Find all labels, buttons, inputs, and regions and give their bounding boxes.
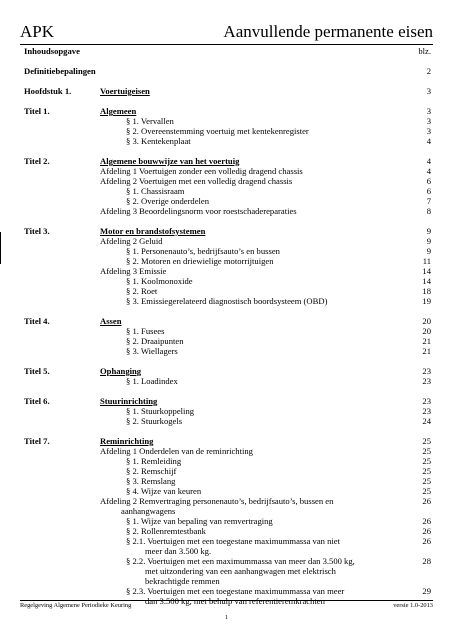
toc-spacer [24,356,431,366]
toc-page-number: 4 [426,136,431,146]
toc-page-number: 3 [426,116,431,126]
toc-row [24,336,431,346]
toc-page-number: 6 [426,186,431,196]
toc-page-number: 11 [422,256,431,266]
toc-page-number: 26 [422,516,431,526]
toc-page-number: 26 [422,536,431,546]
footer-divider [20,600,433,601]
toc-page-number: 3 [426,86,431,96]
toc-page-number: 25 [422,476,431,486]
toc-row [24,566,431,576]
footer-version: versie 1.0-2013 [393,602,433,609]
toc-row [24,226,431,236]
toc-row [24,366,431,376]
toc-page-number: 9 [426,246,431,256]
toc-label: Inhoudsopgave [24,46,80,56]
toc-page-number: 2 [426,66,431,76]
toc-title: dan 3.500 kg, met behulp van referentieremkrachten [145,596,325,606]
toc-page-number: 4 [426,166,431,176]
toc-title: Algemene bouwwijze van het voertuig [100,156,240,166]
toc-title: § 1. Fusees [126,326,165,336]
toc-title: § 2. Stuurkogels [126,416,183,426]
toc-title: Ophanging [100,366,142,376]
toc-title: § 2.3. Voertuigen met een toegestane maximummassa van meer [126,586,345,596]
toc-spacer [24,426,431,436]
toc-row [24,396,431,406]
toc-row [24,156,431,166]
toc-spacer [24,216,431,226]
toc-page-number: 23 [422,376,431,386]
toc-spacer [24,386,431,396]
toc-label: Titel 2. [24,156,50,166]
toc-title: Afdeling 2 Remvertraging personenauto’s, bedrijfsauto’s, bussen en [100,496,334,506]
toc-row [24,406,431,416]
toc-page-number: 6 [426,176,431,186]
toc-row [24,326,431,336]
toc-row [24,236,431,246]
toc-page-number: 21 [422,346,431,356]
toc-row [24,186,431,196]
toc-page-number: 18 [422,286,431,296]
toc-row [24,296,431,306]
toc-title: § 3. Wiellagers [126,346,178,356]
toc-page-number: 25 [422,436,431,446]
toc-title: § 2. Motoren en driewielige motorrijtuigen [126,256,274,266]
toc-row [24,206,431,216]
toc-page-number: 14 [422,276,431,286]
toc-row [24,576,431,586]
toc-title: bekrachtigde remmen [145,576,220,586]
toc-spacer [24,76,431,86]
toc-spacer [24,96,431,106]
toc-row [24,546,431,556]
toc-label: Titel 1. [24,106,50,116]
toc-row [24,476,431,486]
toc-title: § 1. Loadindex [126,376,178,386]
toc-title: Afdeling 2 Geluid [100,236,163,246]
toc-row [24,506,431,516]
toc-page-number: 28 [422,556,431,566]
toc-page-number: 3 [426,106,431,116]
toc-row [24,266,431,276]
toc-page-number: 19 [422,296,431,306]
toc-title: § 2. Overige onderdelen [126,196,210,206]
toc-page-number: 24 [422,416,431,426]
toc-title: § 2. Draaipunten [126,336,184,346]
toc-row [24,316,431,326]
toc-page-number: 25 [422,486,431,496]
toc-spacer [24,146,431,156]
toc-label: Titel 6. [24,396,50,406]
toc-title: Afdeling 1 Onderdelen van de reminrichting [100,446,253,456]
toc-title: § 1. Vervallen [126,116,174,126]
toc-page-number: 25 [422,456,431,466]
toc-page-number: 9 [426,236,431,246]
toc-page-number: 26 [422,526,431,536]
toc-title: Stuurinrichting [100,396,158,406]
toc-label: Titel 4. [24,316,50,326]
toc-row [24,376,431,386]
toc-page-number: 26 [422,496,431,506]
toc-row [24,526,431,536]
toc-title: Afdeling 2 Voertuigen met een volledig dragend chassis [100,176,293,186]
toc-title: § 3. Kentekenplaat [126,136,191,146]
toc-title: § 1. Stuurkoppeling [126,406,195,416]
toc-page-number: 20 [422,316,431,326]
toc-title: § 1. Remleiding [126,456,182,466]
table-of-contents [24,46,431,606]
toc-row [24,456,431,466]
toc-page-number: 3 [426,126,431,136]
toc-row [24,46,431,56]
toc-row [24,166,431,176]
margin-mark [0,232,1,264]
toc-title: § 1. Wijze van bepaling van remvertraging [126,516,273,526]
toc-title: § 2. Roet [126,286,158,296]
toc-spacer [24,56,431,66]
toc-label: Titel 7. [24,436,50,446]
toc-row [24,276,431,286]
toc-row [24,66,431,76]
toc-page-number: 7 [426,196,431,206]
toc-label: Hoofdstuk 1. [24,86,72,96]
toc-page-number: 29 [422,586,431,596]
toc-title: § 1. Koolmonoxide [126,276,193,286]
toc-title: Motor en brandstofsystemen [100,226,206,236]
toc-row [24,176,431,186]
header-divider [20,44,433,45]
toc-page-number: 21 [422,336,431,346]
toc-title: meer dan 3.500 kg. [145,546,212,556]
toc-label: Definitiebepalingen [24,66,96,76]
toc-row [24,136,431,146]
toc-title: aanhangwagens [121,506,176,516]
toc-row [24,246,431,256]
toc-row [24,416,431,426]
toc-page-number: 25 [422,446,431,456]
toc-row [24,556,431,566]
toc-page-number: 4 [426,156,431,166]
toc-page-number: 23 [422,396,431,406]
toc-page-number: 25 [422,466,431,476]
toc-title: § 1. Personenauto’s, bedrijfsauto’s en bussen [126,246,280,256]
toc-row [24,286,431,296]
toc-title: § 3. Emissiegerelateerd diagnostisch boordsysteem (OBD) [126,296,328,306]
toc-title: § 2. Remschijf [126,466,177,476]
toc-page-number: 20 [422,326,431,336]
toc-row [24,436,431,446]
toc-row [24,86,431,96]
toc-row [24,126,431,136]
toc-row [24,346,431,356]
toc-title: Assen [100,316,122,326]
toc-page-number: 9 [426,226,431,236]
footer-left-text: Regelgeving Algemene Periodieke Keuring [20,602,132,609]
toc-title: § 2. Rollenremtestbank [126,526,206,536]
toc-title: § 4. Wijze van keuren [126,486,202,496]
toc-title: § 3. Remslang [126,476,176,486]
toc-title: § 2.1. Voertuigen met een toegestane maximummassa van niet [126,536,340,546]
toc-page-number: 14 [422,266,431,276]
toc-page-number: 23 [422,406,431,416]
toc-title: § 1. Chassisraam [126,186,185,196]
toc-row [24,196,431,206]
toc-row [24,116,431,126]
toc-page-number: 23 [422,366,431,376]
toc-page-number: 8 [426,206,431,216]
toc-title: met uitzondering van een aanhangwagen met elektrisch [145,566,336,576]
toc-row [24,466,431,476]
toc-label: Titel 3. [24,226,50,236]
header-right-title: Aanvullende permanente eisen [223,22,433,41]
toc-title: Afdeling 1 Voertuigen zonder een volledig dragend chassis [100,166,303,176]
toc-row [24,256,431,266]
toc-title: Afdeling 3 Emissie [100,266,167,276]
header-left-title: APK [20,22,55,41]
toc-row [24,106,431,116]
toc-title: § 2.2. Voertuigen met een maximummassa van meer dan 3.500 kg, [126,556,355,566]
page-header [20,22,433,46]
toc-row [24,536,431,546]
page-number: 1 [224,614,229,621]
toc-label: Titel 5. [24,366,50,376]
toc-title: Afdeling 3 Beoordelingsnorm voor roestschadereparaties [100,206,297,216]
toc-row [24,486,431,496]
toc-title: Reminrichting [100,436,154,446]
toc-title: Algemeen [100,106,137,116]
toc-row [24,446,431,456]
toc-row [24,496,431,506]
toc-title: Voertuigeisen [100,86,150,96]
toc-spacer [24,306,431,316]
toc-row [24,586,431,596]
toc-row [24,516,431,526]
toc-page-number: blz. [418,46,431,56]
toc-title: § 2. Overeenstemming voertuig met kentekenregister [126,126,309,136]
